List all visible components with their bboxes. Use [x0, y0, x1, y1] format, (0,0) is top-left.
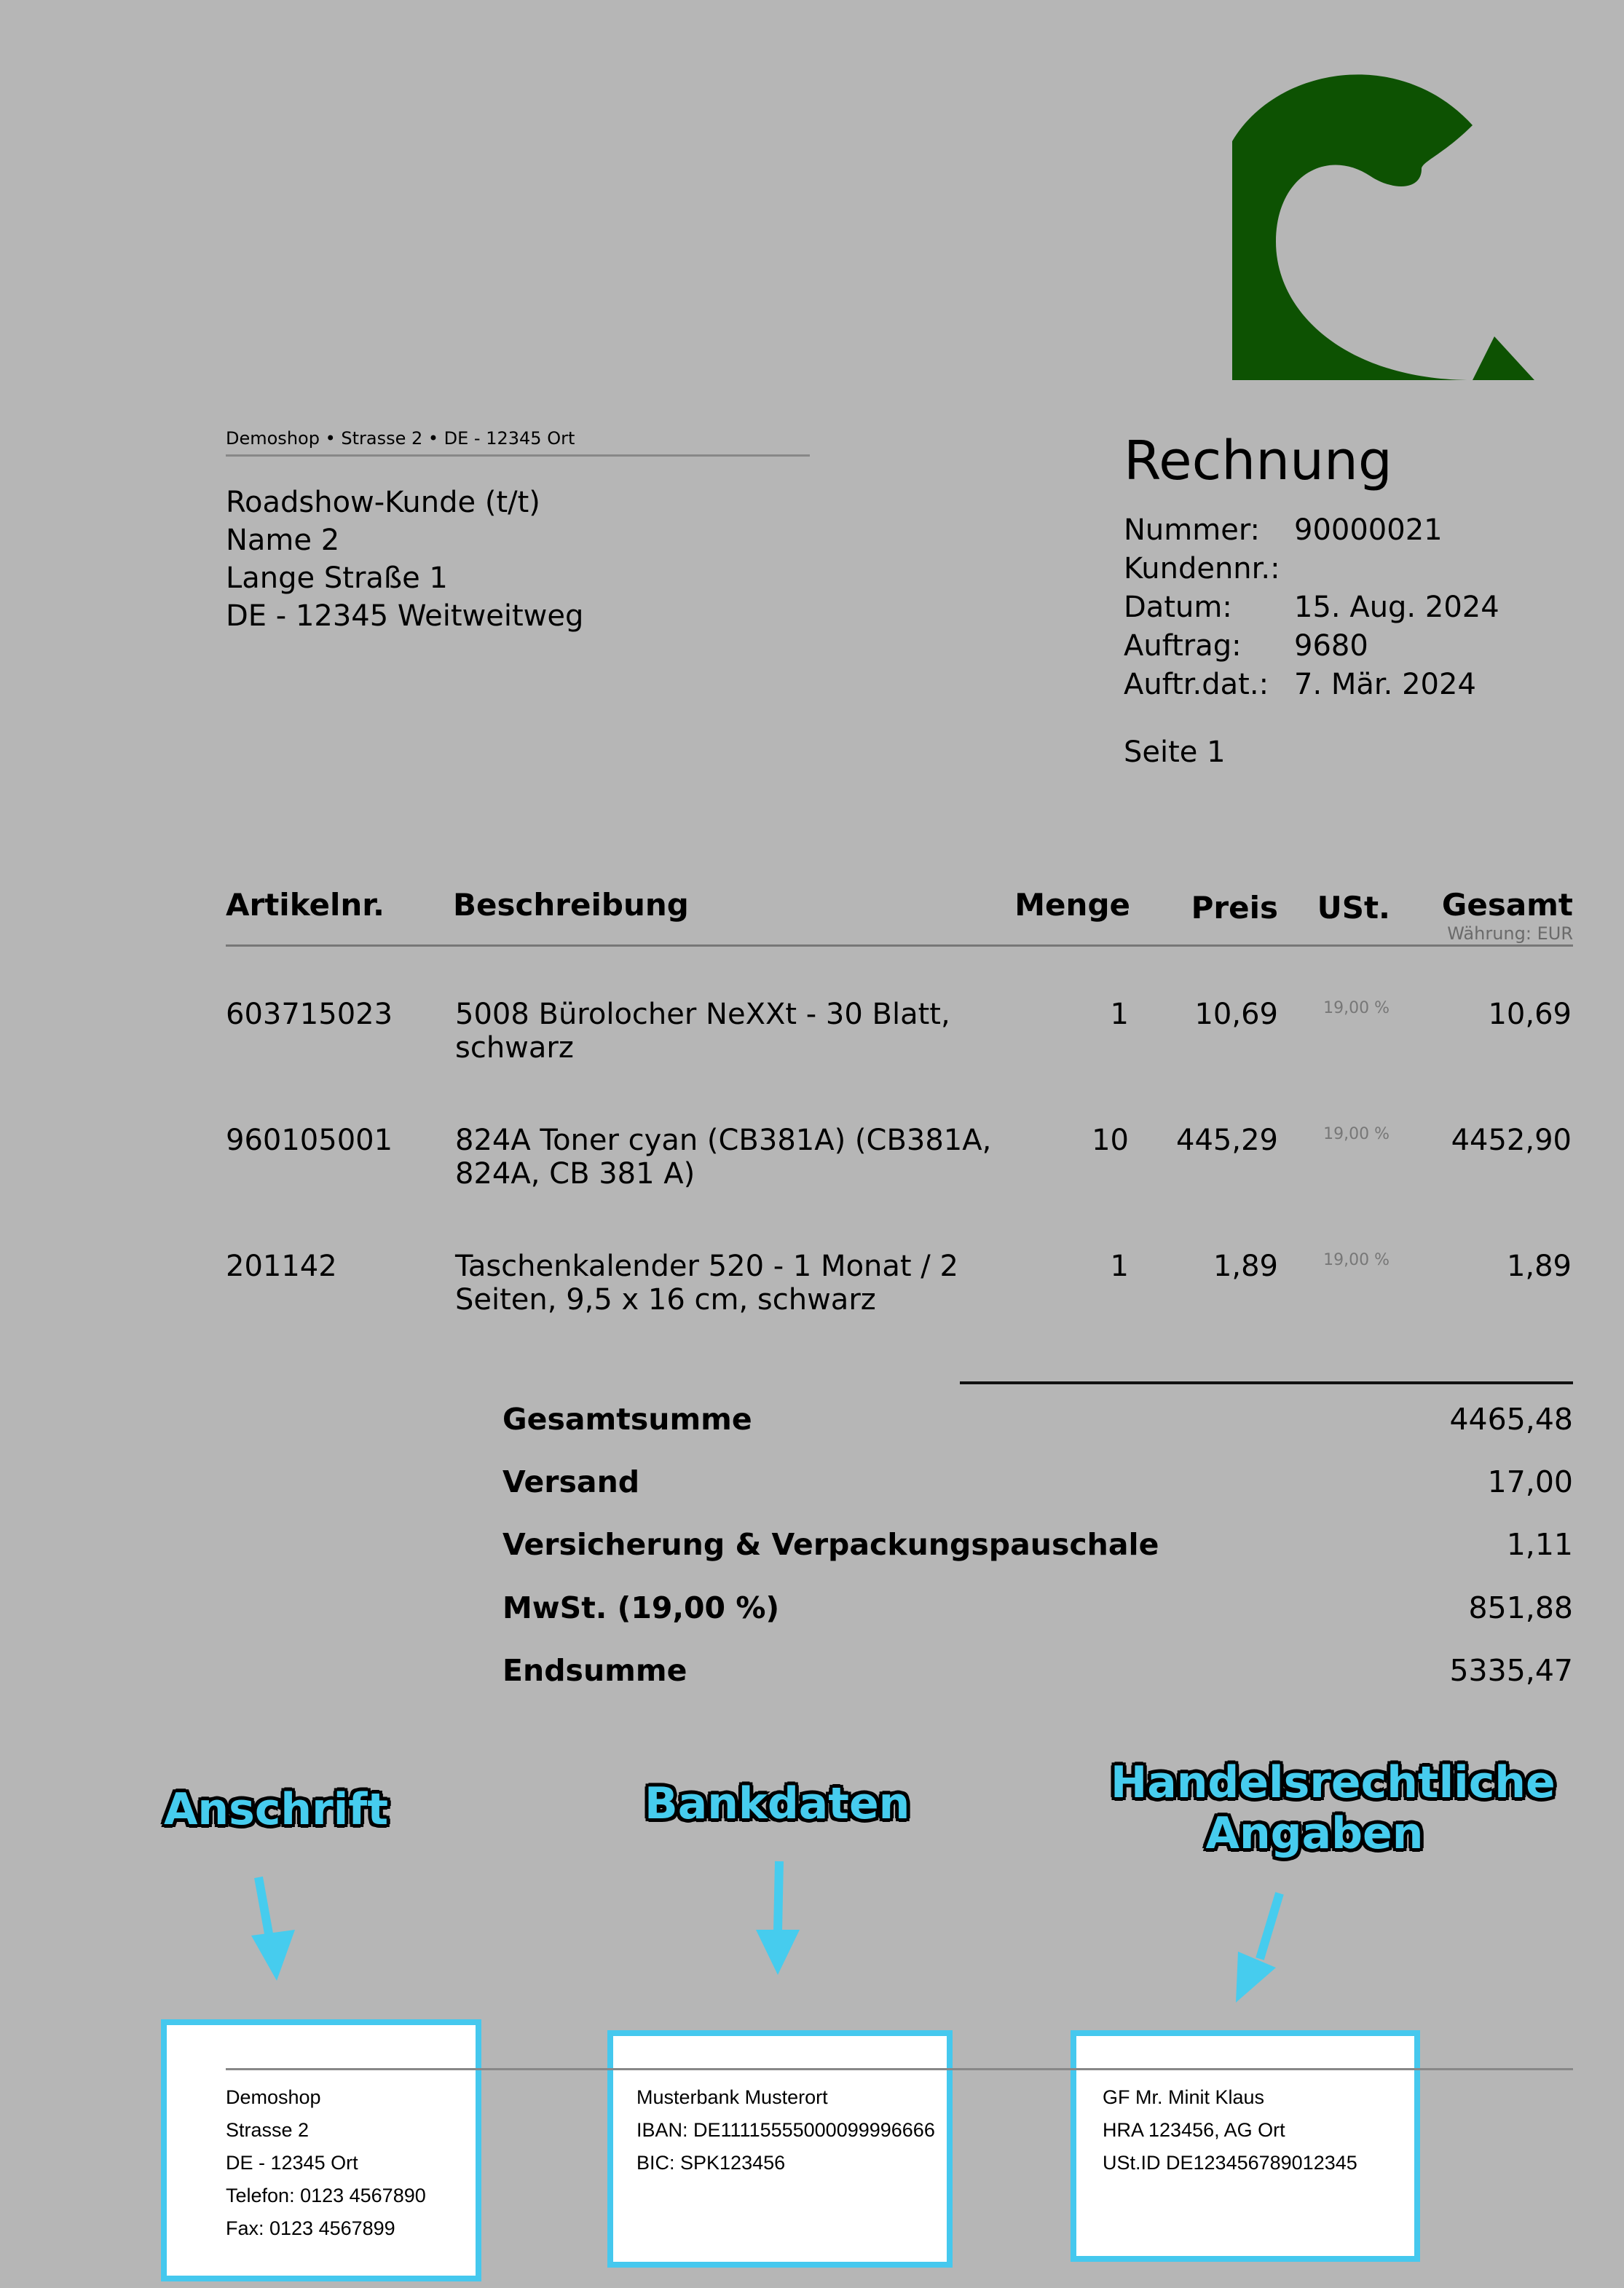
meta-label: Datum:: [1124, 591, 1232, 624]
total-value: 4465,48: [1449, 1402, 1573, 1437]
meta-label: Auftr.dat.:: [1124, 668, 1269, 701]
footer-bank-line: BIC: SPK123456: [636, 2152, 786, 2174]
footer-bank-line: Musterbank Musterort: [636, 2086, 828, 2108]
header-total: Gesamt: [1441, 887, 1573, 923]
recipient-line: Lange Straße 1: [226, 561, 448, 595]
footer-legal-line: USt.ID DE123456789012345: [1103, 2152, 1357, 2174]
row-quantity: 10: [1092, 1124, 1129, 1157]
row-total: 10,69: [1488, 998, 1572, 1031]
meta-value: 15. Aug. 2024: [1294, 591, 1499, 624]
row-description: Taschenkalender 520 - 1 Monat / 2 Seiten, 9,5 x 16 cm, schwarz: [455, 1250, 958, 1317]
meta-value: 7. Mär. 2024: [1294, 668, 1476, 701]
arrow-bank-head: [756, 1930, 800, 1975]
row-article: 201142: [226, 1250, 337, 1283]
page-number: Seite 1: [1124, 735, 1226, 769]
footer-address-line: DE - 12345 Ort: [226, 2152, 358, 2174]
footer-legal-line: HRA 123456, AG Ort: [1103, 2119, 1285, 2141]
row-vat: 19,00 %: [1323, 999, 1390, 1017]
meta-value: 9680: [1294, 629, 1368, 663]
row-total: 4452,90: [1451, 1124, 1572, 1157]
insurance-value: 1,11: [1506, 1527, 1573, 1562]
row-price: 445,29: [1176, 1124, 1278, 1157]
header-price: Preis: [1191, 890, 1278, 926]
footer-legal: [1103, 2081, 1357, 2179]
footer-address-line: Telefon: 0123 4567890: [226, 2185, 426, 2206]
footer-address-line: Strasse 2: [226, 2119, 310, 2141]
footer-address: [226, 2081, 426, 2245]
footer-divider: [226, 2068, 1573, 2070]
row-vat: 19,00 %: [1323, 1251, 1390, 1269]
footer-address-line: Demoshop: [226, 2086, 321, 2108]
header-description: Beschreibung: [453, 887, 689, 923]
sender-line: Demoshop • Strasse 2 • DE - 12345 Ort: [226, 428, 575, 449]
meta-label: Nummer:: [1124, 513, 1261, 547]
header-article: Artikelnr.: [226, 887, 385, 923]
recipient-line: Roadshow-Kunde (t/t): [226, 486, 540, 519]
recipient-line: Name 2: [226, 524, 340, 557]
callout-bank: Bankdaten: [645, 1778, 910, 1829]
footer-address-line: Fax: 0123 4567899: [226, 2217, 395, 2239]
header-quantity: Menge: [1014, 887, 1130, 923]
row-price: 10,69: [1194, 998, 1278, 1031]
row-quantity: 1: [1110, 1250, 1129, 1283]
row-description: 5008 Bürolocher NeXXt - 30 Blatt, schwarz: [455, 998, 950, 1065]
callout-address: Anschrift: [164, 1784, 389, 1835]
vat-total-value: 851,88: [1468, 1590, 1573, 1625]
row-price: 1,89: [1213, 1250, 1278, 1283]
row-article: 960105001: [226, 1124, 393, 1157]
row-description: 824A Toner cyan (CB381A) (CB381A, 824A, CB 381 A): [455, 1124, 992, 1191]
total-label: Gesamtsumme: [502, 1402, 752, 1437]
header-vat: USt.: [1317, 890, 1390, 926]
meta-label: Auftrag:: [1124, 629, 1242, 663]
arrow-address-head: [251, 1930, 295, 1981]
shipping-label: Versand: [502, 1464, 640, 1499]
row-vat: 19,00 %: [1323, 1125, 1390, 1143]
meta-label: Kundennr.:: [1124, 552, 1280, 585]
footer-legal-line: GF Mr. Minit Klaus: [1103, 2086, 1265, 2108]
arrow-legal-shaft: [1260, 1893, 1280, 1959]
recipient-line: DE - 12345 Weitweitweg: [226, 599, 584, 633]
vat-total-label: MwSt. (19,00 %): [502, 1590, 780, 1625]
row-total: 1,89: [1506, 1250, 1572, 1283]
arrow-bank-shaft: [778, 1861, 779, 1931]
shipping-value: 17,00: [1487, 1464, 1573, 1499]
arrow-legal-head: [1236, 1952, 1276, 2003]
grand-total-label: Endsumme: [502, 1653, 687, 1688]
insurance-label: Versicherung & Verpackungspauschale: [502, 1527, 1159, 1562]
document-title: Rechnung: [1124, 430, 1392, 492]
currency-note: Währung: EUR: [1447, 923, 1573, 944]
meta-value: 90000021: [1294, 513, 1443, 547]
footer-bank-line: IBAN: DE11115555000099996666: [636, 2119, 935, 2141]
callout-legal-line: Handelsrechtliche: [1111, 1757, 1556, 1808]
grand-total-value: 5335,47: [1449, 1653, 1573, 1688]
row-article: 603715023: [226, 998, 393, 1031]
footer-bank: [636, 2081, 935, 2179]
row-quantity: 1: [1110, 998, 1129, 1031]
callout-legal-line: Angaben: [1205, 1808, 1424, 1859]
